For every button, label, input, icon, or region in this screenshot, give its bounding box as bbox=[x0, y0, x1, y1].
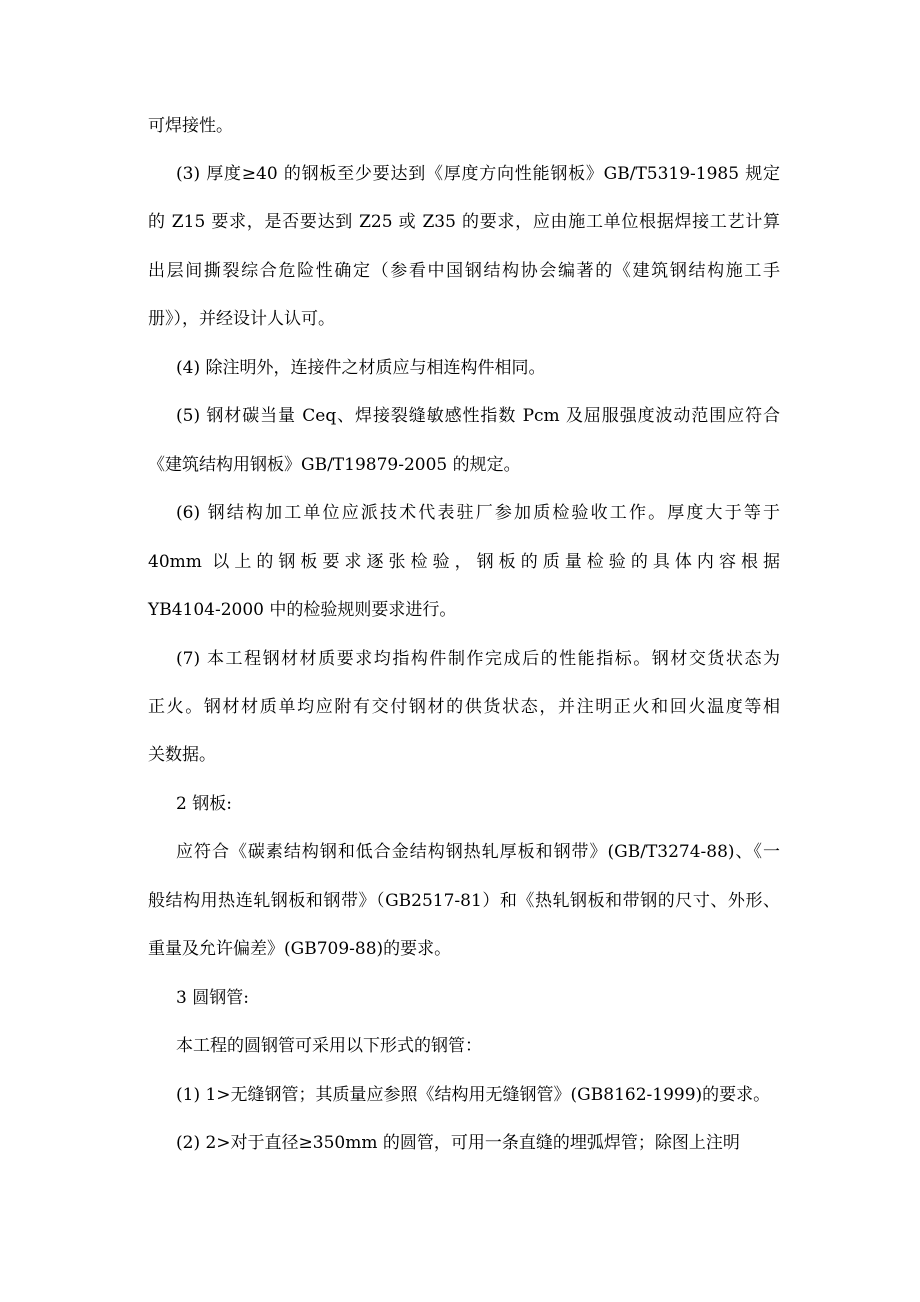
text-line: 重量及允许偏差》(GB709-88)的要求。 bbox=[148, 939, 452, 959]
section-heading: 3 圆钢管: bbox=[176, 988, 249, 1008]
text-line: (5) 钢材碳当量 Ceq、焊接裂缝敏感性指数 Pcm 及屈服强度波动范围应符合 bbox=[176, 406, 780, 426]
text-line: 《建筑结构用钢板》GB/T19879-2005 的规定。 bbox=[148, 455, 521, 475]
text-line: (3) 厚度≥40 的钢板至少要达到《厚度方向性能钢板》GB/T5319-1985 规定 bbox=[176, 164, 780, 184]
section-heading: 2 钢板: bbox=[176, 794, 232, 814]
text-line: 可焊接性。 bbox=[148, 116, 233, 136]
text-line: (6) 钢结构加工单位应派技术代表驻厂参加质检验收工作。厚度大于等于 bbox=[176, 503, 780, 523]
text-line: (4) 除注明外，连接件之材质应与相连构件相同。 bbox=[176, 358, 546, 378]
text-line: 般结构用热连轧钢板和钢带》（GB2517-81）和《热轧钢板和带钢的尺寸、外形、 bbox=[148, 891, 780, 911]
text-line: 出层间撕裂综合危险性确定（参看中国钢结构协会编著的《建筑钢结构施工手 bbox=[148, 261, 780, 281]
text-line: (1) 1>无缝钢管；其质量应参照《结构用无缝钢管》(GB8162-1999)的要求。 bbox=[176, 1085, 771, 1105]
text-line: 正火。钢材材质单均应附有交付钢材的供货状态，并注明正火和回火温度等相 bbox=[148, 697, 780, 717]
text-line: 40mm 以上的钢板要求逐张检验，钢板的质量检验的具体内容根据 bbox=[148, 552, 780, 572]
text-line: 关数据。 bbox=[148, 745, 216, 765]
text-line: 册》），并经设计人认可。 bbox=[148, 309, 335, 329]
text-line: YB4104-2000 中的检验规则要求进行。 bbox=[148, 600, 457, 620]
text-line: 应符合《碳素结构钢和低合金结构钢热轧厚板和钢带》(GB/T3274-88)、《一 bbox=[176, 842, 780, 862]
text-line: 本工程的圆钢管可采用以下形式的钢管： bbox=[176, 1036, 482, 1056]
text-line: (2) 2>对于直径≥350mm 的圆管，可用一条直缝的埋弧焊管；除图上注明 bbox=[176, 1133, 740, 1153]
text-line: (7) 本工程钢材材质要求均指构件制作完成后的性能指标。钢材交货状态为 bbox=[176, 649, 780, 669]
text-line: 的 Z15 要求，是否要达到 Z25 或 Z35 的要求，应由施工单位根据焊接工艺计算 bbox=[148, 212, 780, 232]
